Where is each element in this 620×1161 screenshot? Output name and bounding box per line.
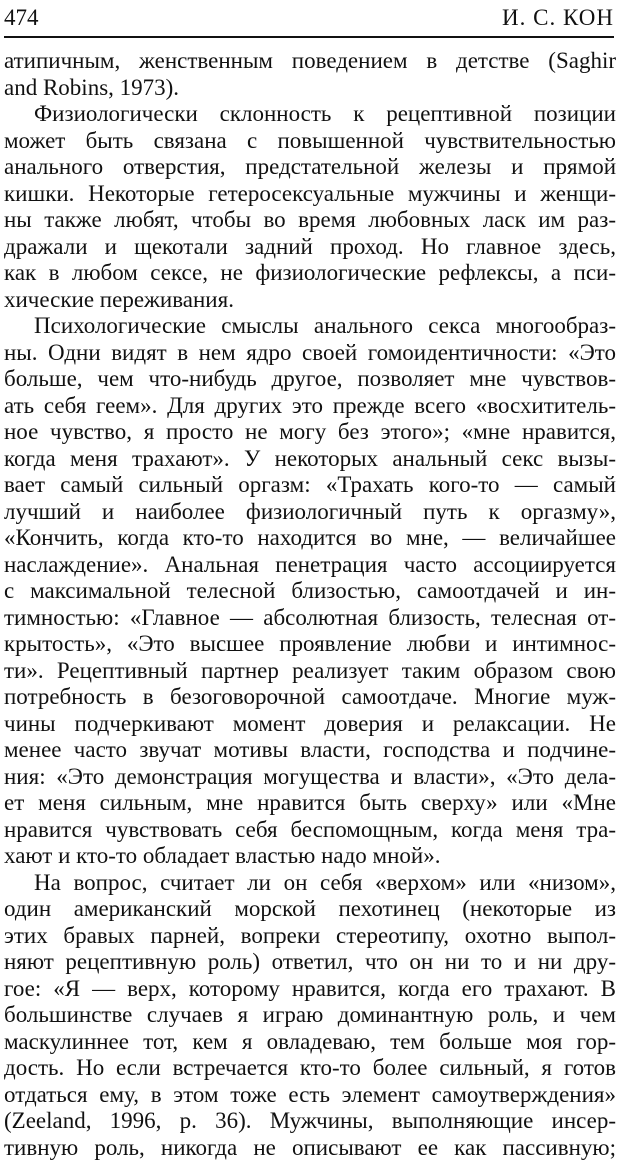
text-line: нравится чувствовать себя беспомощным, когда меня тра- <box>4 817 616 844</box>
text-line: няют рецептивную роль) ответил, что он ни то и ни дру- <box>4 949 616 976</box>
page-number: 474 <box>4 4 39 32</box>
text-line: and Robins, 1973). <box>4 75 616 102</box>
text-line: маскулиннее тот, кем я овладеваю, тем больше моя гор- <box>4 1029 616 1056</box>
text-line: хические переживания. <box>4 287 616 314</box>
text-line: ное чувство, я просто не могу без этого»; «мне нравится, <box>4 419 616 446</box>
page-header <box>4 2 614 38</box>
text-line: гое: «Я — верх, которому нравится, когда его трахают. В <box>4 976 616 1003</box>
text-line: больше, чем что-нибудь другое, позволяет мне чувствов- <box>4 366 616 393</box>
text-line: анального отверстия, предстательной железы и прямой <box>4 154 616 181</box>
text-line: тимностью: «Главное — абсолютная близость, телесная от- <box>4 605 616 632</box>
text-line: ны. Одни видят в нем ядро своей гомоидентичности: «Это <box>4 340 616 367</box>
text-line: как в любом сексе, не физиологические рефлексы, а пси- <box>4 260 616 287</box>
paragraph-first-line: Физиологически склонность к рецептивной позиции <box>4 101 616 128</box>
text-line: может быть связана с повышенной чувствительностью <box>4 128 616 155</box>
text-line: (Zeeland, 1996, p. 36). Мужчины, выполняющие инсер- <box>4 1108 616 1135</box>
text-line: лучший и наиболее физиологичный путь к оргазму», <box>4 499 616 526</box>
text-line: атипичным, женственным поведением в детстве (Saghir <box>4 48 616 75</box>
text-line: большинстве случаев я играю доминантную роль, и чем <box>4 1002 616 1029</box>
text-line: один американский морской пехотинец (некоторые из <box>4 896 616 923</box>
paragraph-first-line: На вопрос, считает ли он себя «верхом» или «низом», <box>4 870 616 897</box>
text-line: тивную роль, никогда не описывают ее как пассивную; <box>4 1135 616 1161</box>
text-line: потребность в безоговорочной самоотдаче. Многие муж- <box>4 684 616 711</box>
text-line: ны также любят, чтобы во время любовных ласк им раз- <box>4 207 616 234</box>
text-line: с максимальной телесной близостью, самоотдачей и ин- <box>4 578 616 605</box>
text-line: хают и кто-то обладает властью надо мной». <box>4 843 616 870</box>
text-line: ти». Рецептивный партнер реализует таким образом свою <box>4 658 616 685</box>
text-line: чины подчеркивают момент доверия и релаксации. Не <box>4 711 616 738</box>
text-line: менее часто звучат мотивы власти, господства и подчине- <box>4 737 616 764</box>
text-line: «Кончить, когда кто-то находится во мне, — величайшее <box>4 525 616 552</box>
text-line: кишки. Некоторые гетеросексуальные мужчины и женщи- <box>4 181 616 208</box>
text-line: отдаться ему, в этом тоже есть элемент самоутверждения» <box>4 1082 616 1109</box>
text-line: этих бравых парней, вопреки стереотипу, охотно выпол- <box>4 923 616 950</box>
text-line: когда меня трахают». У некоторых анальный секс вызы- <box>4 446 616 473</box>
body-text <box>4 48 616 1161</box>
text-line: вает самый сильный оргазм: «Трахать кого-то — самый <box>4 472 616 499</box>
text-line: ния: «Это демонстрация могущества и власти», «Это дела- <box>4 764 616 791</box>
text-line: дость. Но если встречается кто-то более сильный, я готов <box>4 1055 616 1082</box>
text-line: ать себя геем». Для других это прежде всего «восхититель- <box>4 393 616 420</box>
text-line: ет меня сильным, мне нравится быть сверху» или «Мне <box>4 790 616 817</box>
text-line: дражали и щекотали задний проход. Но главное здесь, <box>4 234 616 261</box>
text-line: крытость», «Это высшее проявление любви и интимнос- <box>4 631 616 658</box>
text-line: наслаждение». Анальная пенетрация часто ассоциируется <box>4 552 616 579</box>
running-head: И. С. КОН <box>502 4 614 32</box>
paragraph-first-line: Психологические смыслы анального секса многообраз- <box>4 313 616 340</box>
